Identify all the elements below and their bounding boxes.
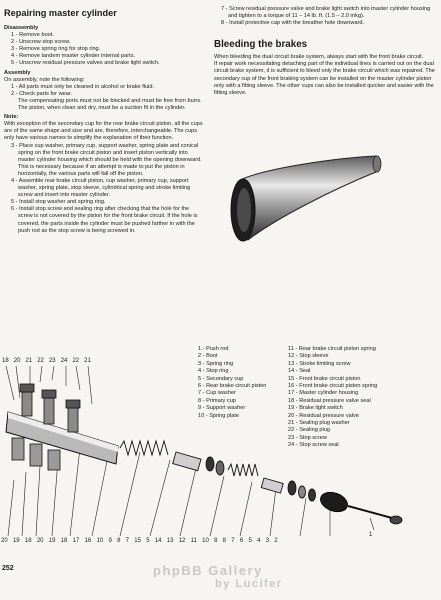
assembly-step-5: 5 - Install stop washer and spring ring. — [11, 199, 106, 206]
legend-item: 5 - Secondary cup — [198, 375, 244, 382]
note-text: With exception of the secondary cup for the rear brake circuit piston, all the cups are of the same shape and size and are, therefore, interchangeable. The cups only have various names to simplify the explanation of their function. — [4, 121, 203, 142]
legend-item: 17 - Master cylinder housing — [288, 390, 359, 397]
legend-item: 18 - Residual pressure valve seal — [288, 397, 371, 404]
diagram-callout-1: 1 — [369, 532, 373, 538]
diagram-bottom-callouts: 20 19 18 20 19 18 17 16 10 9 8 7 15 5 14 13 12 11 10 8 8 7 6 5 4 3 2 — [1, 538, 278, 544]
legend-item: 1 - Push rod — [198, 346, 229, 352]
disassembly-step-2: 2 - Unscrew stop screw. — [11, 39, 71, 46]
legend-item: 3 - Spring ring — [198, 360, 234, 367]
master-cylinder-housing — [6, 384, 118, 470]
legend-item: 10 - Spring plate — [198, 412, 240, 419]
assembly-step-3: 3 - Place cup washer, primary cup, support washer, spring plate and conical spring on the front brake circuit piston and insert piston vertically into master cylinder housing which should be held with the opening downward. This is necessary because if an attempt is made to put the piston in horizontally, the various parts will fall off the piston. — [11, 142, 202, 177]
legend-item: 23 - Stop screw — [288, 434, 327, 441]
disassembly-step-1: 1 - Remove boot. — [11, 32, 54, 39]
page-title: Repairing master cylinder — [4, 8, 117, 18]
legend-item: 16 - Front brake circuit piston spring — [288, 383, 378, 390]
diagram-top-callouts: 18 20 21 22 23 24 22 21 — [2, 358, 91, 364]
bleeding-paragraph-2: If repair work necessitating detaching part of the individual lines is carried out on the dual circuit brake system, it is sufficient to bleed only the brake circuit which was repaired. The secondary cup of the front braking system can be installed on the master cylinder piston only with a fitting sleeve. The other cups can also be installed quicker and easier with the fitting sleeve. — [214, 61, 435, 96]
legend-item: 14 - Seal — [288, 368, 311, 375]
legend-item: 8 - Primary cup — [198, 397, 236, 404]
assembly-heading: Assembly — [4, 69, 31, 76]
assembly-step-2: 2 - Check parts for wear. — [11, 90, 72, 97]
assembly-intro: On assembly, note the following: — [4, 76, 85, 83]
disassembly-heading: Disassembly — [4, 25, 39, 31]
legend-item: 11 - Rear brake circuit piston spring — [288, 346, 376, 352]
disassembly-step-5: 5 - Unscrew residual pressure valves and brake light switch. — [11, 60, 160, 67]
bleeding-title: Bleeding the brakes — [214, 39, 308, 51]
exploded-view-diagram — [0, 360, 441, 540]
right-column — [214, 6, 436, 97]
assembly-step-8: 8 - Install protective cap with the breather hole downward. — [221, 20, 365, 27]
watermark-line-2: by Lucifer — [215, 578, 283, 590]
assembly-step-7: 7 - Screw residual pressure valve and brake light switch into master cylinder housing and tighten to a torque of 11 – 14 lb. ft. (1.5 – 2.0 mkg). — [221, 6, 431, 20]
piston-spring-assembly — [120, 441, 316, 501]
legend-item: 15 - Front brake circuit piston — [288, 375, 361, 382]
disassembly-step-3: 3 - Remove spring ring for stop ring. — [11, 46, 101, 53]
legend-item: 4 - Stop ring — [198, 368, 229, 375]
legend-item: 24 - Stop screw seal — [288, 442, 339, 449]
assembly-step-1: 1 - All parts must only be cleaned in alcohol or brake fluid. — [11, 83, 155, 90]
legend-item: 20 - Residual pressure valve — [288, 412, 359, 419]
legend-item: 7 - Cup washer — [198, 390, 236, 397]
legend-item: 9 - Support washer — [198, 405, 246, 412]
assembly-step-6: 6 - Install stop screw and sealing ring after checking that the hole for the screw is not covered by the piston for the front brake circuit. If the hole is covered, the parts inside the cylinder must be pushed farther in with the push rod as the stop screw is being screwed in. — [11, 206, 198, 234]
disassembly-step-4: 4 - Remove tandem master cylinder internal parts. — [11, 53, 136, 60]
page-number: 252 — [2, 565, 14, 572]
legend-item: 2 - Boot — [198, 353, 218, 360]
left-column — [4, 6, 204, 235]
assembly-step-2-detail: The compensating ports must not be blocked and must be free from burrs. The piston, when clean and dry, must be a suction fit in the cylinder. — [18, 97, 202, 112]
assembly-step-4: 4 - Assemble rear brake circuit piston, cup washer, primary cup, support washer, spring plate, stop sleeve, cylindrical spring and stroke limiting screw and insert into master cylinder. — [11, 177, 191, 199]
legend-item: 13 - Stroke limiting screw — [288, 360, 351, 367]
diagram-leader-lines — [6, 366, 374, 536]
legend-item: 21 - Sealing plug washer — [288, 420, 350, 427]
fitting-sleeve-illustration — [226, 150, 384, 250]
note-heading: Note: — [4, 114, 19, 121]
legend-item: 6 - Rear brake circuit piston — [198, 383, 267, 390]
boot-and-push-rod — [318, 489, 402, 524]
bleeding-paragraph-1: When bleeding the dual circuit brake system, always start with the front brake circuit. — [214, 54, 424, 61]
watermark-line-1: phpBB Gallery — [153, 563, 263, 578]
legend-item: 12 - Stop sleeve — [288, 353, 329, 360]
legend-item: 19 - Brake light switch — [288, 405, 343, 412]
legend-item: 22 - Sealing plug — [288, 427, 330, 434]
